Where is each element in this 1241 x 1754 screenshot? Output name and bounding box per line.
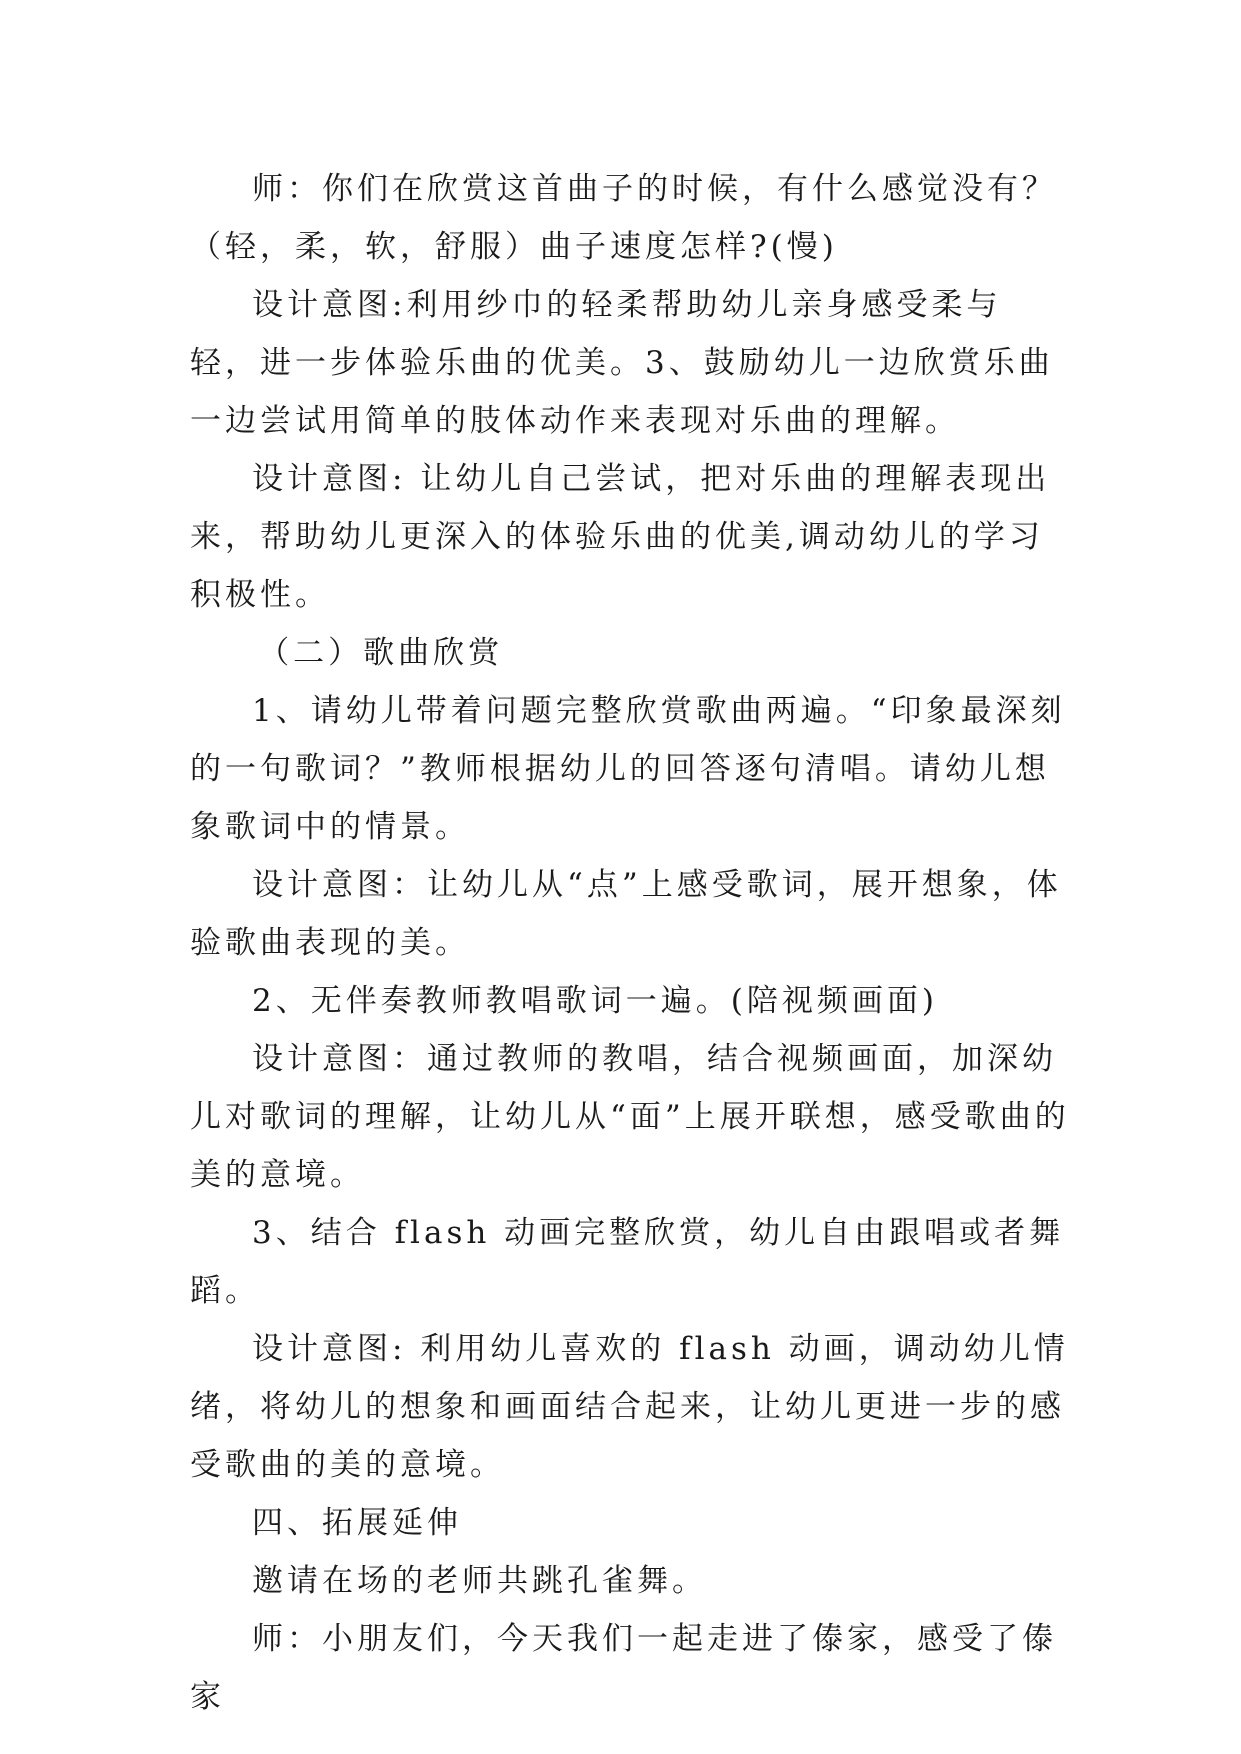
section-heading-song-appreciation: （二）歌曲欣赏 (258, 635, 504, 671)
paragraph-design-intent-video: 设计意图：通过教师的教唱，结合视频画面，加深幼儿对歌词的理解，让幼儿从“面”上展开联想，感受歌曲的美的意境。 (190, 1041, 1070, 1193)
paragraph-design-intent-flash: 设计意图: 利用幼儿喜欢的 flash 动画，调动幼儿情绪，将幼儿的想象和画面结合起来，让幼儿更进一步的感受歌曲的美的意境。 (190, 1331, 1069, 1483)
paragraph-step-1: 1、请幼儿带着问题完整欣赏歌曲两遍。“印象最深刻的一句歌词？”教师根据幼儿的回答逐句清唱。请幼儿想象歌词中的情景。 (190, 693, 1066, 845)
paragraph-step-2: 2、无伴奏教师教唱歌词一遍。(陪视频画面) (252, 983, 938, 1019)
paragraph-step-3: 3、结合 flash 动画完整欣赏，幼儿自由跟唱或者舞蹈。 (190, 1215, 1065, 1309)
document-body (190, 160, 1070, 1726)
section-heading-extension: 四、拓展延伸 (252, 1505, 462, 1541)
paragraph-design-intent-scarf: 设计意图:利用纱巾的轻柔帮助幼儿亲身感受柔与轻，进一步体验乐曲的优美。3、鼓励幼儿一边欣赏乐曲一边尝试用简单的肢体动作来表现对乐曲的理解。 (190, 287, 1054, 439)
paragraph-design-intent-point: 设计意图：让幼儿从“点”上感受歌词，展开想象，体验歌曲表现的美。 (190, 867, 1062, 961)
paragraph-invite-dance: 邀请在场的老师共跳孔雀舞。 (252, 1563, 707, 1599)
paragraph-teacher-question: 师：你们在欣赏这首曲子的时候，有什么感觉没有？（轻，柔，软，舒服）曲子速度怎样?(慢) (190, 171, 1057, 265)
paragraph-design-intent-try: 设计意图: 让幼儿自己尝试，把对乐曲的理解表现出来，帮助幼儿更深入的体验乐曲的优美,调动幼儿的学习积极性。 (190, 461, 1051, 613)
paragraph-teacher-closing: 师：小朋友们，今天我们一起走进了傣家，感受了傣家 (190, 1621, 1057, 1715)
